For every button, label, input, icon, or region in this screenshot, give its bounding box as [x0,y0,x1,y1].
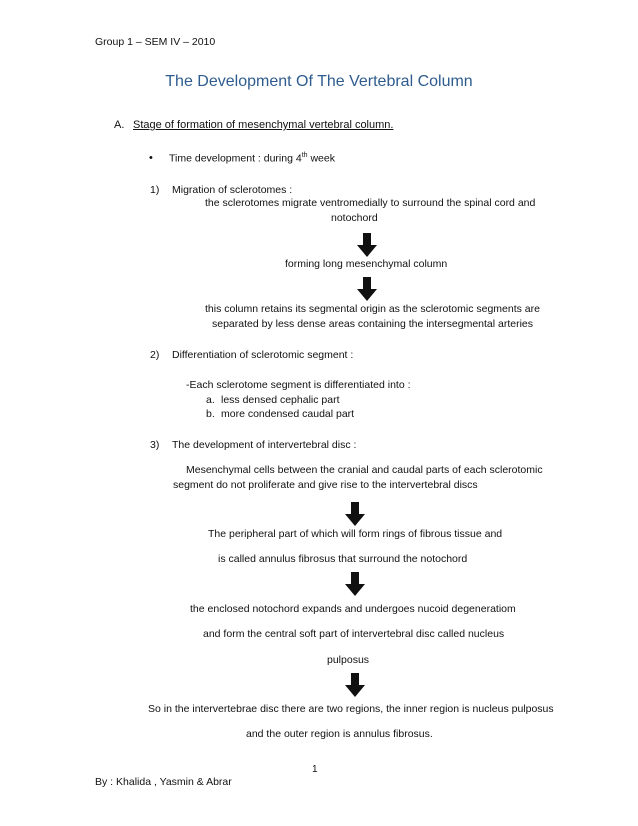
section-a-letter: A. [114,119,125,131]
page-header: Group 1 – SEM IV – 2010 [95,36,216,48]
item2-title: Differentiation of sclerotomic segment : [172,349,354,361]
page-number: 1 [312,764,318,775]
item3-title: The development of intervertebral disc : [172,439,357,451]
time-development-line [169,152,335,165]
item3-p4-line2: and the outer region is annulus fibrosus. [246,728,433,740]
item3-p4-line1: So in the intervertebrae disc there are two regions, the inner region is nucleus pulposus [148,703,554,715]
item3-p3-line3: pulposus [327,654,370,666]
down-arrow-icon [345,502,365,526]
footer-authors: By : Khalida , Yasmin & Abrar [95,776,232,788]
item3-p3-line2: and form the central soft part of intervertebral disc called nucleus [203,628,505,640]
section-a-heading: Stage of formation of mesenchymal vertebral column. [133,119,394,131]
down-arrow-icon [345,572,365,596]
item1-line2: notochord [331,212,378,224]
down-arrow-icon [345,673,365,697]
item3-p2-line2: is called annulus fibrosus that surround the notochord [218,553,468,565]
item2-a-text: less densed cephalic part [221,394,340,406]
document-title: The Development Of The Vertebral Column [165,73,473,90]
time-development-superscript: th [301,152,308,159]
item3-number: 3) [150,439,160,451]
item1-step2: forming long mesenchymal column [285,258,448,270]
down-arrow-icon [357,233,377,257]
item3-p3-line1: the enclosed notochord expands and undergoes nucoid degeneratiom [190,603,516,615]
time-development-text: Time development : during 4 [169,152,302,165]
bullet-icon: • [149,152,153,164]
item2-b-text: more condensed caudal part [221,408,355,420]
item3-p2-line1: The peripheral part of which will form rings of fibrous tissue and [208,528,503,540]
item1-title: Migration of sclerotomes : [172,184,293,196]
item1-step3-line2: separated by less dense areas containing the intersegmental arteries [212,318,534,330]
item2-b-label: b. [206,408,215,420]
down-arrow-icon [357,277,377,301]
item1-step3-line1: this column retains its segmental origin as the sclerotomic segments are [205,303,540,315]
time-development-suffix: week [307,152,335,165]
item3-p1-line2: segment do not proliferate and give rise to the intervertebral discs [173,479,478,491]
item2-number: 2) [150,349,160,361]
item3-p1-line1: Mesenchymal cells between the cranial and caudal parts of each sclerotomic [186,464,543,476]
item1-number: 1) [150,184,160,196]
item1-line1: the sclerotomes migrate ventromedially to surround the spinal cord and [205,197,536,209]
item2-a-label: a. [206,394,215,406]
item2-intro: -Each sclerotome segment is differentiated into : [186,379,411,391]
